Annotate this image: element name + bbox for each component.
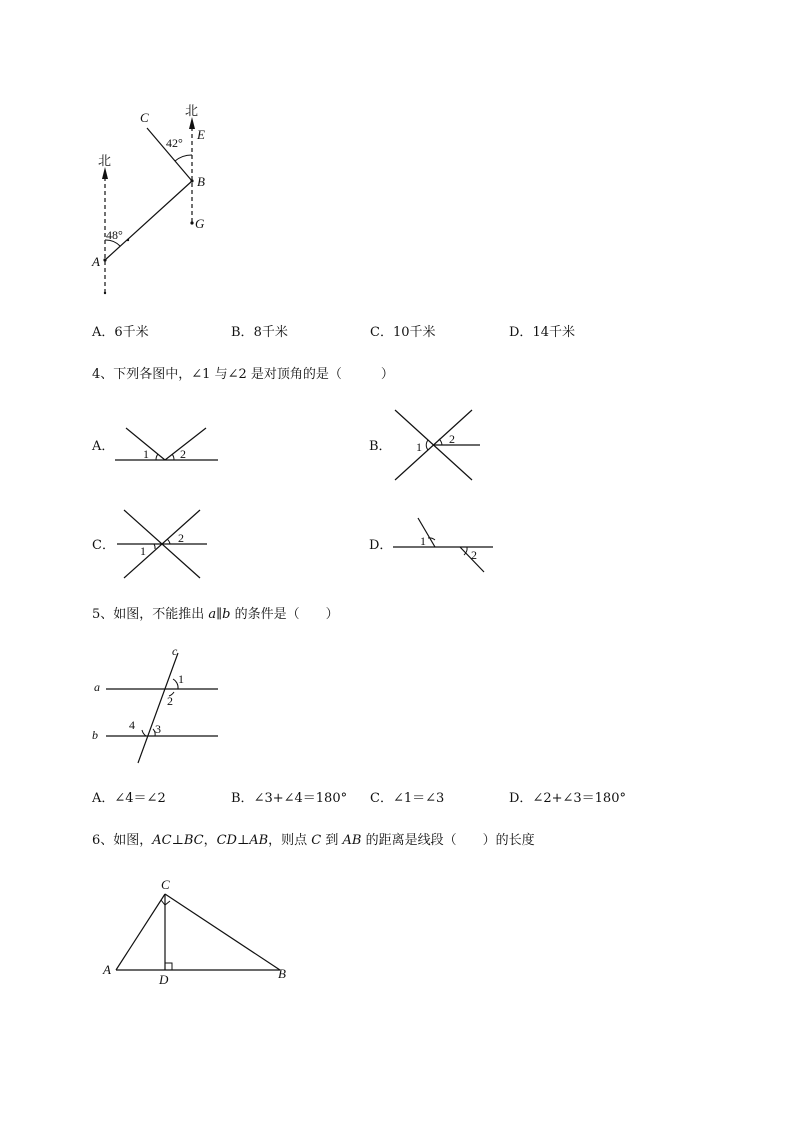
q4-figure-a[interactable] [110, 422, 225, 467]
q3-option-b[interactable] [231, 325, 288, 341]
q5-option-c[interactable] [370, 791, 444, 807]
option-text: 10千米 [392, 325, 436, 340]
vertex-label-C: C [161, 877, 170, 892]
q3-option-d[interactable] [509, 325, 575, 341]
q5-option-b[interactable] [231, 791, 347, 807]
option-text: ∠4＝∠2 [114, 791, 166, 806]
q5-stem-suffix: 的条件是（ ） [230, 607, 339, 622]
q4-option-b-label[interactable]: B． [369, 439, 392, 454]
option-letter: C． [370, 791, 393, 806]
point-label-E: E [197, 127, 205, 142]
line-label-a: a [94, 680, 100, 694]
angle-1-label: 1 [416, 440, 422, 454]
q4-option-c-label[interactable]: C． [92, 538, 115, 553]
option-letter: B． [231, 325, 254, 340]
q6-condition-1: AC⊥BC [152, 833, 204, 848]
option-text: 8千米 [253, 325, 288, 340]
angle-1-label: 1 [143, 447, 149, 461]
q4-option-a-label[interactable]: A． [92, 439, 115, 454]
angle-4-label: 4 [129, 718, 135, 732]
option-letter: D． [509, 791, 533, 806]
angle-2-label: 2 [178, 531, 184, 545]
line-label-b: b [92, 728, 98, 742]
option-letter: A． [92, 325, 115, 340]
q6-separator: ， [203, 833, 217, 848]
option-text: ∠1＝∠3 [392, 791, 445, 806]
q3-option-a[interactable] [92, 325, 149, 341]
angle-1-label: 1 [178, 672, 184, 686]
point-label-C: C [140, 110, 149, 125]
angle-1-label: 1 [140, 544, 146, 558]
q5-stem [92, 607, 339, 623]
option-text: ∠2+∠3＝180° [532, 791, 626, 806]
q4-option-d-label[interactable]: D． [369, 538, 393, 553]
figure-q3-compass [80, 95, 240, 305]
option-letter: C． [370, 325, 393, 340]
figure-q5-parallel-lines [88, 643, 228, 768]
option-text: ∠3+∠4＝180° [253, 791, 348, 806]
q5-option-d[interactable] [509, 791, 626, 807]
q6-point: C [311, 833, 322, 848]
point-label-G: G [195, 216, 205, 231]
q6-stem-mid2: 到 [321, 833, 343, 848]
figure-q6-right-triangle [98, 872, 298, 987]
vertex-label-B: B [278, 966, 286, 981]
angle-2-label: 2 [449, 432, 455, 446]
point-label-A: A [92, 254, 100, 269]
q4-stem: 4、下列各图中，∠1 与∠2 是对顶角的是（ ） [92, 367, 394, 382]
q6-stem [92, 833, 535, 849]
q5-option-a[interactable] [92, 791, 166, 807]
q6-stem-mid: ，则点 [268, 833, 312, 848]
option-letter: B． [231, 791, 254, 806]
point-label-B: B [197, 174, 205, 189]
q5-stem-math: a∥b [208, 607, 231, 622]
q4-figure-c[interactable] [112, 505, 212, 585]
q6-condition-2: CD⊥AB [216, 833, 269, 848]
angle-3-label: 3 [155, 722, 161, 736]
angle-label-48: 48° [106, 228, 123, 242]
angle-2-label: 2 [180, 447, 186, 461]
angle-2-label: 2 [471, 548, 477, 562]
angle-label-42: 42° [166, 136, 183, 150]
option-letter: D． [509, 325, 533, 340]
vertex-label-A: A [103, 962, 111, 977]
q4-figure-b[interactable] [390, 405, 490, 485]
q4-figure-d[interactable] [390, 514, 500, 576]
angle-1-label: 1 [420, 534, 426, 548]
north-label-left: 北 [98, 153, 112, 168]
q5-stem-prefix: 5、如图，不能推出 [92, 607, 209, 622]
option-letter: A． [92, 791, 115, 806]
angle-2-label: 2 [167, 694, 173, 708]
north-label-top: 北 [185, 103, 199, 118]
q6-segment: AB [342, 833, 362, 848]
line-label-c: c [172, 644, 178, 658]
option-text: 14千米 [532, 325, 575, 340]
option-text: 6千米 [114, 325, 149, 340]
vertex-label-D: D [159, 972, 169, 987]
q6-stem-prefix: 6、如图， [92, 833, 153, 848]
q6-stem-suffix: 的距离是线段（ ）的长度 [361, 833, 535, 848]
q3-option-c[interactable] [370, 325, 436, 341]
